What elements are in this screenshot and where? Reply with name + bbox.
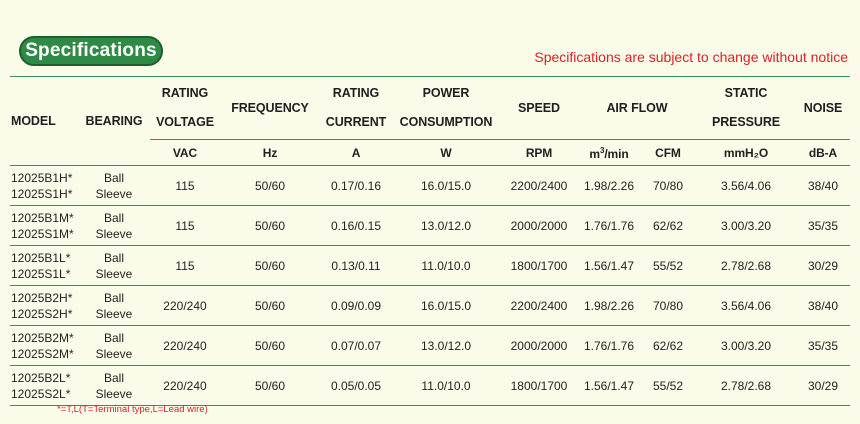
cell-model: 12025B2H* 12025S2H*: [10, 286, 78, 326]
cell-model: 12025B1M* 12025S1M*: [10, 206, 78, 246]
cell-power: 13.0/12.0: [392, 326, 500, 366]
cell-airflow-m3: 1.76/1.76: [578, 206, 640, 246]
header-power: POWER CONSUMPTION: [392, 77, 500, 140]
cell-frequency: 50/60: [220, 326, 320, 366]
header-row: [10, 77, 850, 140]
cell-speed: 2000/2000: [500, 326, 578, 366]
cell-pressure: 2.78/2.68: [696, 246, 796, 286]
header-bearing: BEARING: [78, 77, 150, 166]
table-row: [10, 366, 850, 406]
cell-airflow-cfm: 70/80: [640, 166, 696, 206]
cell-voltage: 115: [150, 166, 220, 206]
cell-airflow-m3: 1.56/1.47: [578, 366, 640, 406]
table-row: [10, 326, 850, 366]
specifications-table: [10, 76, 850, 406]
cell-model: 12025B1L* 12025S1L*: [10, 246, 78, 286]
cell-bearing: Ball Sleeve: [78, 206, 150, 246]
cell-voltage: 220/240: [150, 326, 220, 366]
cell-bearing: Ball Sleeve: [78, 246, 150, 286]
unit-current: A: [320, 140, 392, 166]
table-row: [10, 286, 850, 326]
header-airflow: AIR FLOW: [578, 77, 696, 140]
cell-airflow-m3: 1.98/2.26: [578, 286, 640, 326]
cell-current: 0.05/0.05: [320, 366, 392, 406]
cell-noise: 35/35: [796, 326, 850, 366]
cell-speed: 2200/2400: [500, 286, 578, 326]
table-row: [10, 206, 850, 246]
unit-airflow-cfm: CFM: [640, 140, 696, 166]
cell-power: 16.0/15.0: [392, 166, 500, 206]
cell-power: 13.0/12.0: [392, 206, 500, 246]
cell-voltage: 115: [150, 246, 220, 286]
cell-airflow-m3: 1.56/1.47: [578, 246, 640, 286]
cell-bearing: Ball Sleeve: [78, 326, 150, 366]
cell-voltage: 220/240: [150, 366, 220, 406]
cell-pressure: 2.78/2.68: [696, 366, 796, 406]
cell-noise: 35/35: [796, 206, 850, 246]
cell-speed: 2000/2000: [500, 206, 578, 246]
cell-noise: 30/29: [796, 246, 850, 286]
cell-pressure: 3.00/3.20: [696, 326, 796, 366]
header-voltage: RATING VOLTAGE: [150, 77, 220, 140]
cell-model: 12025B2M* 12025S2M*: [10, 326, 78, 366]
cell-airflow-m3: 1.76/1.76: [578, 326, 640, 366]
cell-noise: 38/40: [796, 166, 850, 206]
cell-speed: 1800/1700: [500, 246, 578, 286]
unit-speed: RPM: [500, 140, 578, 166]
cell-airflow-cfm: 62/62: [640, 206, 696, 246]
cell-airflow-cfm: 70/80: [640, 286, 696, 326]
cell-bearing: Ball Sleeve: [78, 286, 150, 326]
cell-frequency: 50/60: [220, 246, 320, 286]
cell-power: 11.0/10.0: [392, 246, 500, 286]
cell-noise: 30/29: [796, 366, 850, 406]
header-pressure: STATIC PRESSURE: [696, 77, 796, 140]
cell-airflow-cfm: 55/52: [640, 246, 696, 286]
cell-model: 12025B2L* 12025S2L*: [10, 366, 78, 406]
cell-current: 0.16/0.15: [320, 206, 392, 246]
cell-airflow-m3: 1.98/2.26: [578, 166, 640, 206]
unit-power: W: [392, 140, 500, 166]
specifications-table-wrapper: [10, 76, 850, 406]
cell-speed: 2200/2400: [500, 166, 578, 206]
cell-frequency: 50/60: [220, 286, 320, 326]
cell-power: 16.0/15.0: [392, 286, 500, 326]
cell-bearing: Ball Sleeve: [78, 166, 150, 206]
cell-power: 11.0/10.0: [392, 366, 500, 406]
cell-pressure: 3.00/3.20: [696, 206, 796, 246]
cell-voltage: 220/240: [150, 286, 220, 326]
unit-airflow-m3: $m^3/\min$: [578, 140, 640, 166]
footnote: *=T,L(T=Terminal type,L=Lead wire): [57, 404, 208, 415]
header-current: RATING CURRENT: [320, 77, 392, 140]
cell-airflow-cfm: 62/62: [640, 326, 696, 366]
cell-model: 12025B1H* 12025S1H*: [10, 166, 78, 206]
cell-noise: 38/40: [796, 286, 850, 326]
table-row: [10, 166, 850, 206]
section-badge: Specifications: [19, 36, 163, 66]
header-model: MODEL: [10, 77, 78, 166]
cell-airflow-cfm: 55/52: [640, 366, 696, 406]
header-frequency: FREQUENCY: [220, 77, 320, 140]
header-noise: NOISE: [796, 77, 850, 140]
cell-current: 0.13/0.11: [320, 246, 392, 286]
unit-noise: dB-A: [796, 140, 850, 166]
unit-frequency: Hz: [220, 140, 320, 166]
cell-current: 0.07/0.07: [320, 326, 392, 366]
cell-pressure: 3.56/4.06: [696, 166, 796, 206]
table-row: [10, 246, 850, 286]
cell-pressure: 3.56/4.06: [696, 286, 796, 326]
cell-voltage: 115: [150, 206, 220, 246]
unit-pressure: mmH₂O: [696, 140, 796, 166]
unit-voltage: VAC: [150, 140, 220, 166]
header-speed: SPEED: [500, 77, 578, 140]
cell-current: 0.09/0.09: [320, 286, 392, 326]
specifications-body: [10, 166, 850, 406]
change-notice: Specifications are subject to change without notice: [534, 49, 848, 65]
cell-bearing: Ball Sleeve: [78, 366, 150, 406]
cell-frequency: 50/60: [220, 206, 320, 246]
cell-current: 0.17/0.16: [320, 166, 392, 206]
cell-frequency: 50/60: [220, 366, 320, 406]
cell-speed: 1800/1700: [500, 366, 578, 406]
cell-frequency: 50/60: [220, 166, 320, 206]
